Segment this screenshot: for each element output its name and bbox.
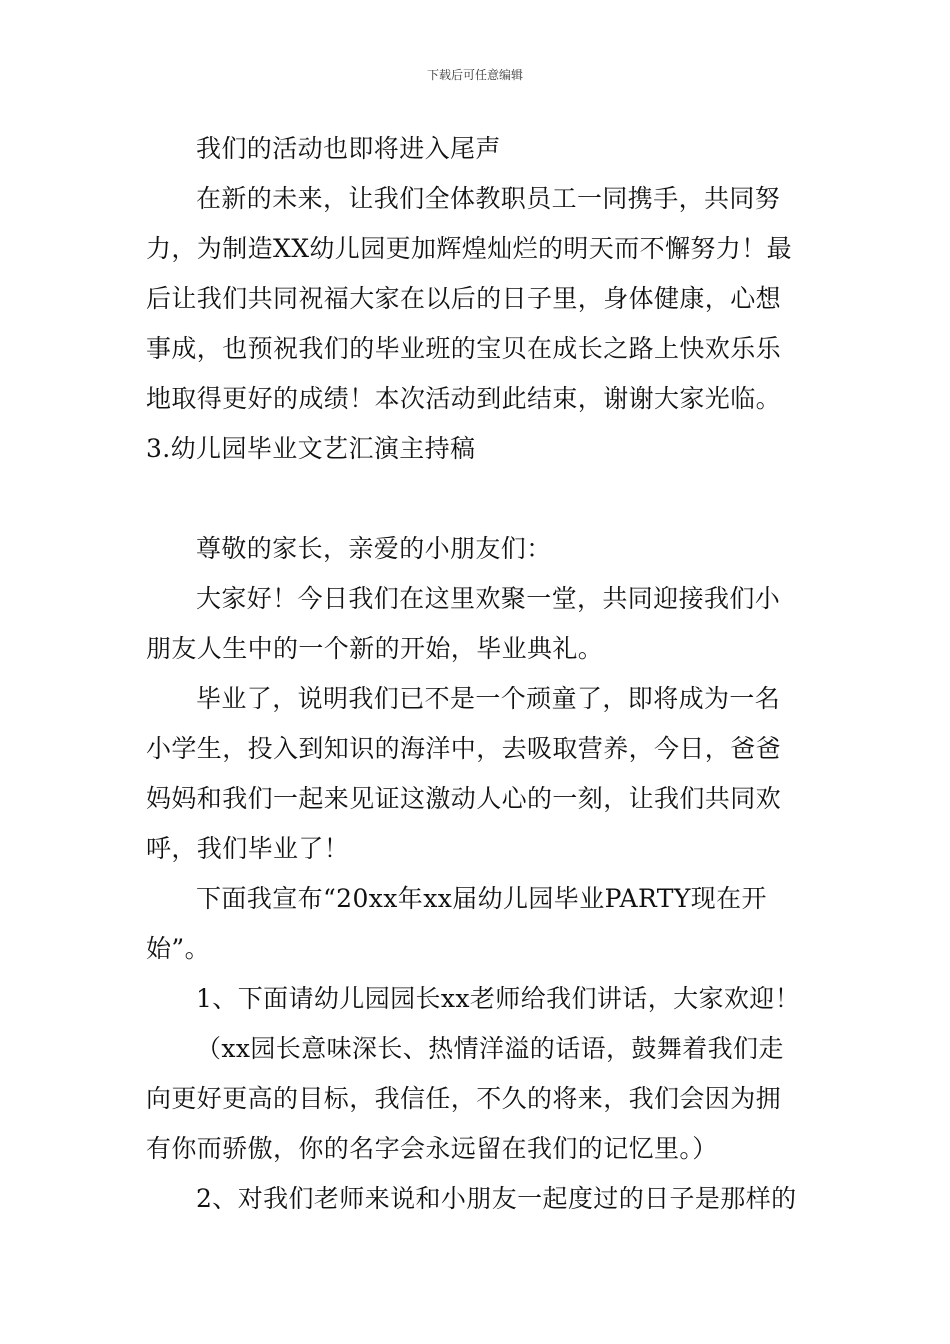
paragraph-line: 有你而骄傲，你的名字会永远留在我们的记忆里。）	[146, 1134, 718, 1163]
paragraph-line: 1、下面请幼儿园园长xx老师给我们讲话，大家欢迎！	[196, 984, 801, 1013]
paragraph-line: 始”。	[146, 934, 210, 963]
paragraph-line: 向更好更高的目标，我信任，不久的将来，我们会因为拥	[146, 1084, 782, 1113]
paragraph-line: 下面我宣布“20xx年xx届幼儿园毕业PARTY现在开	[196, 884, 767, 913]
paragraph-line: 后让我们共同祝福大家在以后的日子里，身体健康，心想	[146, 284, 782, 313]
section-heading: 3.幼儿园毕业文艺汇演主持稿	[146, 434, 476, 463]
paragraph-line: 呼，我们毕业了！	[146, 834, 350, 863]
paragraph-line: 妈妈和我们一起来见证这激动人心的一刻，让我们共同欢	[146, 784, 782, 813]
paragraph-line: 小学生，投入到知识的海洋中，去吸取营养，今日，爸爸	[146, 734, 782, 763]
paragraph-line: 朋友人生中的一个新的开始，毕业典礼。	[146, 634, 604, 663]
paragraph-line: 力，为制造XX幼儿园更加辉煌灿烂的明天而不懈努力！最	[146, 234, 792, 263]
paragraph-line: 大家好！今日我们在这里欢聚一堂，共同迎接我们小	[196, 584, 781, 613]
paragraph-line: 事成，也预祝我们的毕业班的宝贝在成长之路上快欢乐乐	[146, 334, 782, 363]
page-header: 下载后可任意编辑	[426, 68, 523, 82]
paragraph-line: （xx园长意味深长、热情洋溢的话语，鼓舞着我们走	[196, 1034, 784, 1063]
paragraph-line: 地取得更好的成绩！本次活动到此结束，谢谢大家光临。	[146, 384, 782, 413]
paragraph-line: 毕业了，说明我们已不是一个顽童了，即将成为一名	[196, 684, 781, 713]
paragraph-line: 我们的活动也即将进入尾声	[196, 134, 501, 163]
paragraph-line: 2、对我们老师来说和小朋友一起度过的日子是那样的	[196, 1184, 797, 1213]
paragraph-line: 尊敬的家长，亲爱的小朋友们：	[196, 534, 552, 563]
paragraph-line: 在新的未来，让我们全体教职员工一同携手，共同努	[196, 184, 781, 213]
